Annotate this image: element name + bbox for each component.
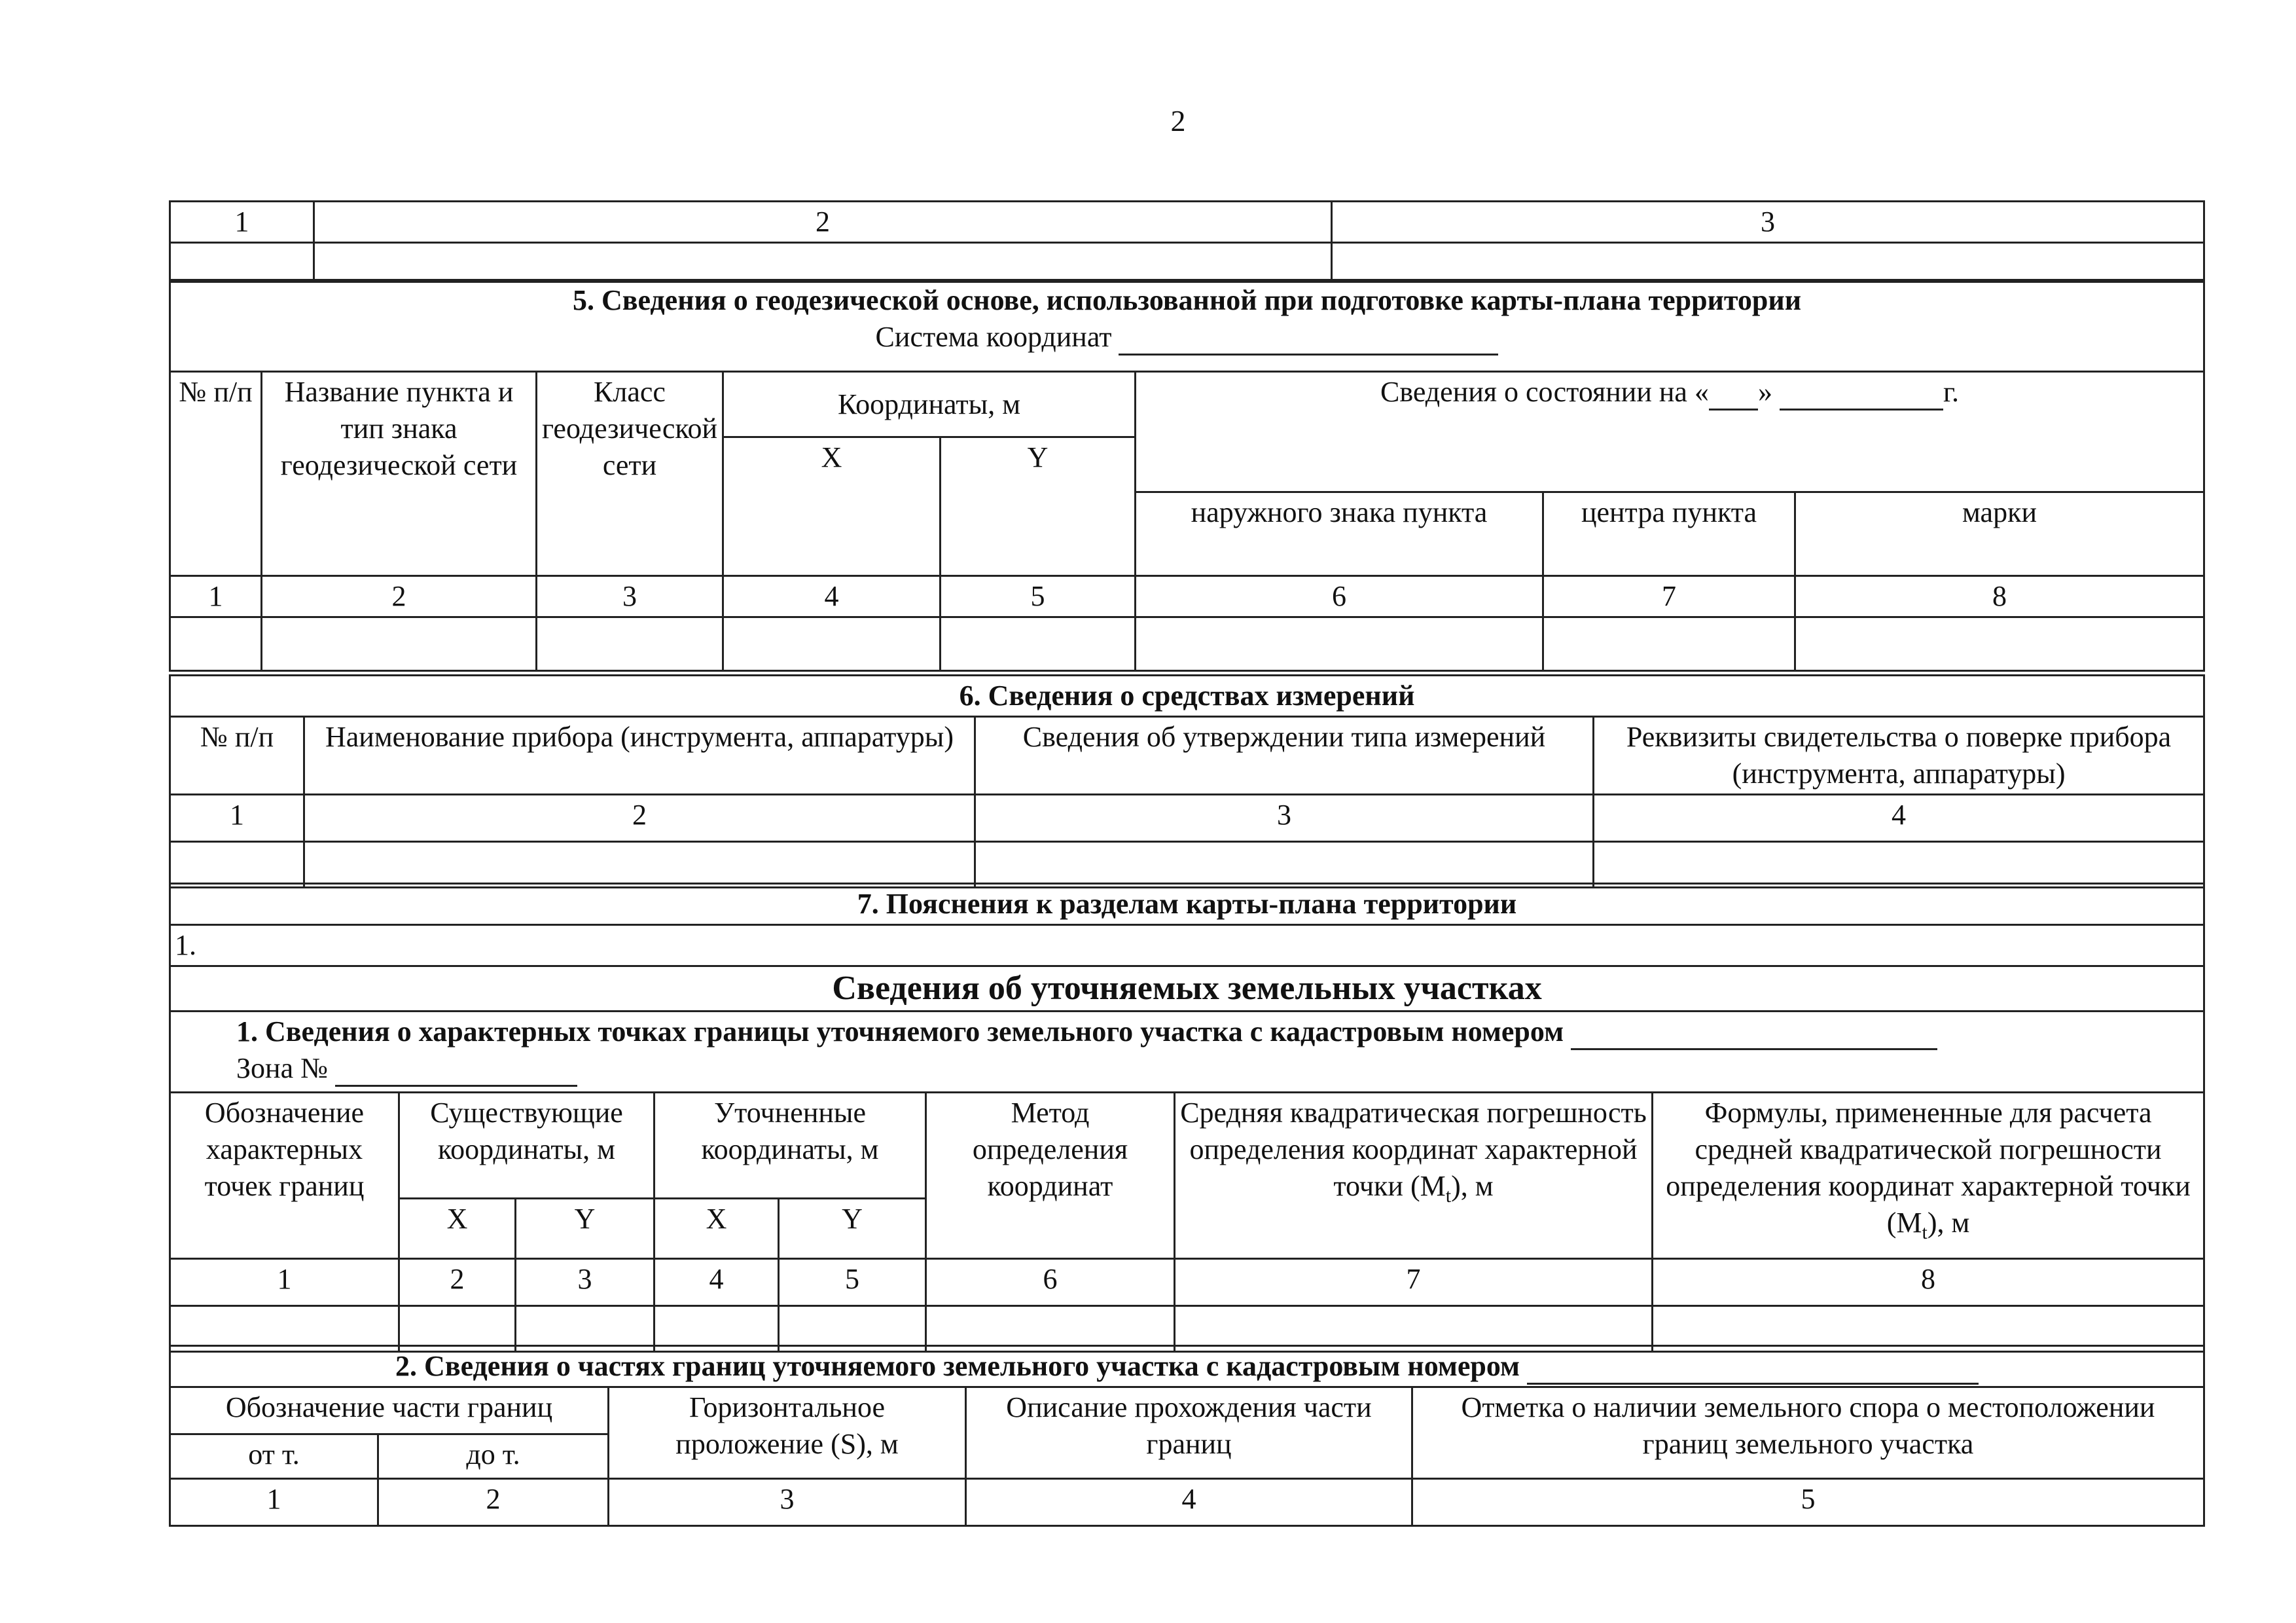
p2-h-from: от т. — [170, 1434, 378, 1479]
parcels-s1-cadastral-blank — [1571, 1017, 1937, 1050]
parts-table — [169, 1345, 2205, 1527]
coord-system-blank — [1119, 322, 1498, 356]
parcels-s1-title: 1. Сведения о характерных точках границы уточняемого земельного участка с кадастровым номером — [236, 1015, 1564, 1048]
parcels-s1-header-cell — [170, 1012, 2204, 1093]
p2-h-part: Обозначение части границ — [170, 1387, 609, 1434]
s6-empty-cell — [170, 842, 304, 888]
p1-h-y-existing: Y — [516, 1199, 655, 1259]
top-empty-cell — [170, 243, 314, 282]
s5-col-num: 3 — [537, 576, 723, 617]
top-col-1: 1 — [170, 202, 314, 243]
s5-col-num: 1 — [170, 576, 262, 617]
zone-label: Зона № — [236, 1052, 329, 1084]
p1-h-refined: Уточненные координаты, м — [655, 1093, 926, 1199]
s5-state-prefix: Сведения о состоянии на « — [1380, 376, 1709, 408]
p2-col-num: 5 — [1412, 1479, 2204, 1526]
s5-state-suffix: г. — [1943, 376, 1960, 408]
p2-h-length: Горизонтальное проложение (S), м — [609, 1387, 966, 1479]
s5-empty-cell — [537, 617, 723, 671]
p1-col-num: 2 — [399, 1259, 516, 1306]
s5-empty-cell — [941, 617, 1136, 671]
top-col-3: 3 — [1332, 202, 2204, 243]
s5-empty-cell — [262, 617, 537, 671]
p1-col-num: 1 — [170, 1259, 399, 1306]
p1-h-point: Обозначение характерных точек границ — [170, 1093, 399, 1259]
section5-header-cell — [170, 280, 2204, 372]
p1-h-formula-text: Формулы, примененные для расчета средней квадратической погрешности определения координат характерной точки — [1666, 1097, 2191, 1202]
s5-col-num: 8 — [1795, 576, 2204, 617]
s6-empty-cell — [1594, 842, 2204, 888]
p1-col-num: 4 — [655, 1259, 779, 1306]
s5-col-num: 5 — [941, 576, 1136, 617]
p2-h-to: до т. — [378, 1434, 609, 1479]
p1-h-formula — [1653, 1093, 2204, 1259]
s5-h-num: № п/п — [170, 372, 262, 576]
p1-col-num: 7 — [1175, 1259, 1653, 1306]
p2-col-num: 2 — [378, 1479, 609, 1526]
p2-col-num: 4 — [966, 1479, 1412, 1526]
p1-h-formula-symbol: (M — [1886, 1207, 1922, 1239]
p1-h-error-unit: ), м — [1451, 1170, 1494, 1202]
p1-col-num: 5 — [779, 1259, 926, 1306]
s6-col-num: 3 — [975, 795, 1594, 842]
s6-h-cert: Реквизиты свидетельства о поверке прибора (инструмента, аппаратуры) — [1594, 717, 2204, 795]
p1-h-error-sub: t — [1445, 1184, 1452, 1207]
p2-h-dispute: Отметка о наличии земельного спора о местоположении границ земельного участка — [1412, 1387, 2204, 1479]
s5-h-center: центра пункта — [1543, 492, 1795, 576]
section7-table — [169, 883, 2205, 967]
p1-h-formula-sub: t — [1922, 1221, 1928, 1243]
p1-h-method: Метод определения координат — [926, 1093, 1175, 1259]
s5-empty-cell — [170, 617, 262, 671]
s5-empty-cell — [1543, 617, 1795, 671]
p1-col-num: 6 — [926, 1259, 1175, 1306]
zone-blank — [335, 1053, 577, 1087]
s5-h-x: X — [723, 437, 941, 576]
s5-h-name: Название пункта и тип знака геодезической сети — [262, 372, 537, 576]
p1-h-existing: Существующие координаты, м — [399, 1093, 655, 1199]
section7-row-1: 1. — [170, 925, 2204, 966]
section7-title: 7. Пояснения к разделам карты-плана территории — [170, 884, 2204, 925]
top-empty-cell — [314, 243, 1332, 282]
s6-h-type: Сведения об утверждении типа измерений — [975, 717, 1594, 795]
p1-h-error-text: Средняя квадратическая погрешность определения координат характерной точки — [1180, 1097, 1647, 1202]
s5-empty-cell — [723, 617, 941, 671]
page-number: 2 — [1170, 104, 1186, 137]
s6-col-num: 1 — [170, 795, 304, 842]
s6-empty-cell — [975, 842, 1594, 888]
s6-h-device: Наименование прибора (инструмента, аппаратуры) — [304, 717, 975, 795]
s6-empty-cell — [304, 842, 975, 888]
s5-col-num: 4 — [723, 576, 941, 617]
s6-h-num: № п/п — [170, 717, 304, 795]
s5-empty-cell — [1795, 617, 2204, 671]
parcels-title: Сведения об уточняемых земельных участках — [170, 966, 2204, 1012]
p1-h-formula-unit: ), м — [1927, 1207, 1970, 1239]
s6-col-num: 4 — [1594, 795, 2204, 842]
coord-system-line — [175, 319, 2199, 356]
parts-title-cell — [170, 1346, 2204, 1387]
s5-state-mid: » — [1757, 376, 1772, 408]
section6-table — [169, 674, 2205, 888]
p2-col-num: 3 — [609, 1479, 966, 1526]
section5-title: 5. Сведения о геодезической основе, использованной при подготовке карты-плана территории — [572, 284, 1802, 316]
s5-h-state — [1136, 372, 2204, 492]
coord-system-label: Система координат — [875, 321, 1112, 353]
s5-h-y: Y — [941, 437, 1136, 576]
s5-state-day-blank — [1709, 377, 1758, 410]
p2-h-desc: Описание прохождения части границ — [966, 1387, 1412, 1479]
s5-col-num: 7 — [1543, 576, 1795, 617]
p1-col-num: 8 — [1653, 1259, 2204, 1306]
top-empty-cell — [1332, 243, 2204, 282]
s5-col-num: 2 — [262, 576, 537, 617]
section6-title: 6. Сведения о средствах измерений — [170, 676, 2204, 717]
top-col-2: 2 — [314, 202, 1332, 243]
p1-h-error-symbol: (M — [1410, 1170, 1446, 1202]
s5-h-coords: Координаты, м — [723, 372, 1136, 437]
parcels-table — [169, 965, 2205, 1353]
p2-col-num: 1 — [170, 1479, 378, 1526]
s5-h-outer: наружного знака пункта — [1136, 492, 1543, 576]
parts-s2-cadastral-blank — [1527, 1355, 1979, 1385]
s5-empty-cell — [1136, 617, 1543, 671]
s6-col-num: 2 — [304, 795, 975, 842]
s5-h-class: Класс геодезической сети — [537, 372, 723, 576]
s5-state-month-blank — [1780, 377, 1943, 410]
p1-col-num: 3 — [516, 1259, 655, 1306]
s5-col-num: 6 — [1136, 576, 1543, 617]
p1-h-x-refined: X — [655, 1199, 779, 1259]
parts-s2-title: 2. Сведения о частях границ уточняемого земельного участка с кадастровым номером — [395, 1350, 1520, 1382]
section5-table — [169, 279, 2205, 672]
p1-h-x-existing: X — [399, 1199, 516, 1259]
top-table — [169, 200, 2205, 283]
p1-h-y-refined: Y — [779, 1199, 926, 1259]
p1-h-error — [1175, 1093, 1653, 1259]
s5-h-mark: марки — [1795, 492, 2204, 576]
